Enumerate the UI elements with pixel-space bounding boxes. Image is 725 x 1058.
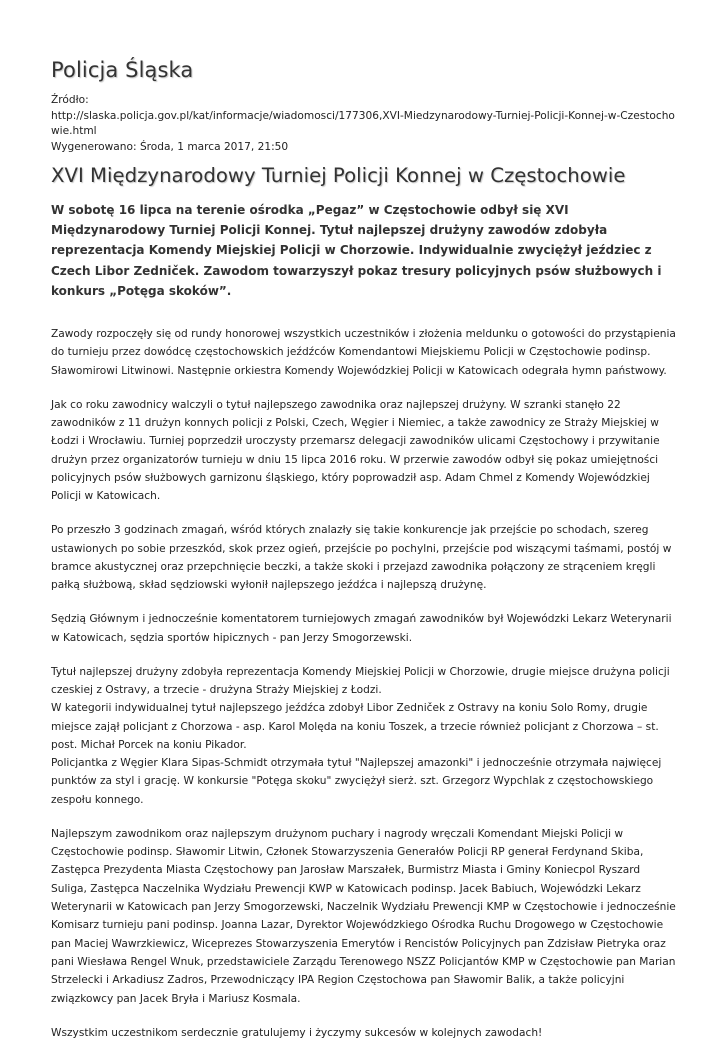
site-title: Policja Śląska bbox=[51, 58, 194, 82]
source-label: Źródło: bbox=[51, 94, 89, 106]
paragraph-opening: Zawody rozpoczęły się od rundy honorowej wszystkich uczestników i złożenia meldunku o gotowości do przystąpienia do turnieju przez dowódcę częstochowskich jeźdźców Komendantowi Miejskiemu Policji w Częstochowie podinsp. Sławomirowi Litwinowi. Następnie orkiestra Komendy Wojewódzkiej Policji w Katowicach odegrała hymn państwowy. bbox=[51, 328, 676, 377]
paragraph-closing: Wszystkim uczestnikom serdecznie gratulujemy i życzymy sukcesów w kolejnych zawodach! bbox=[51, 1026, 543, 1039]
article-body bbox=[51, 325, 677, 1042]
generated-value: Środa, 1 marca 2017, 21:50 bbox=[139, 140, 289, 153]
paragraph-results bbox=[51, 663, 677, 809]
results-amazon: Policjantka z Węgier Klara Sipas-Schmidt otrzymała tytuł "Najlepszej amazonki" i jednocześnie otrzymała najwięcej punktów za styl i grację. W konkursie "Potęga skoku" zwyciężył sierż. szt. Grzegorz Wypchlak z częstochowskiego zespołu konnego. bbox=[51, 757, 662, 806]
results-team: Tytuł najlepszej drużyny zdobyła reprezentacja Komendy Miejskiej Policji w Chorzowie, drugie miejsce drużyna policji czeskiej z Ostravy, a trzecie - drużyna Straży Miejskiej z Łodzi. bbox=[51, 665, 670, 696]
document-page bbox=[51, 58, 677, 1058]
article-lead: W sobotę 16 lipca na terenie ośrodka „Pegaz” w Częstochowie odbył się XVI Międzynarodowy Turniej Policji Konnej. Tytuł najlepszej drużyny zawodów zdobyła reprezentacja Komendy Miejskiej Policji w Chorzowie. Indywidualnie zwyciężył jeździec z Czech Libor Zedniček. Zawodom towarzyszył pokaz tresury policyjnych psów służbowych i konkurs „Potęga skoków”. bbox=[51, 203, 662, 298]
generated-line bbox=[51, 140, 677, 156]
paragraph-judge: Sędzią Głównym i jednocześnie komentatorem turniejowych zmagań zawodników był Wojewódzki Lekarz Weterynarii w Katowicach, sędzia sportów hipicznych - pan Jerzy Smogorzewski. bbox=[51, 613, 672, 644]
paragraph-competitions: Po przeszło 3 godzinach zmagań, wśród których znalazły się takie konkurencje jak przejście po schodach, szereg ustawionych po sobie przeszkód, skok przez ogień, przejście po pochylni, przejście pod wiszącymi taśmami, postój w bramce akustycznej oraz przepchnięcie beczki, a także skoki i przejazd zawodnika połączony ze strąceniem kręgli pałką służbową, skład sędziowski wyłonił najlepszego jeźdźca i najlepszą drużynę. bbox=[51, 524, 672, 592]
article-title: XVI Międzynarodowy Turniej Policji Konnej w Częstochowie bbox=[51, 164, 626, 187]
results-individual: W kategorii indywidualnej tytuł najlepszego jeźdźca zdobył Libor Zedniček z Ostravy na koniu Solo Romy, drugie miejsce zajął policjant z Chorzowa - asp. Karol Molęda na koniu Toszek, a trzecie również policjant z Chorzowa – st. post. Michał Porcek na koniu Pikador. bbox=[51, 702, 659, 751]
paragraph-awards: Najlepszym zawodnikom oraz najlepszym drużynom puchary i nagrody wręczali Komendant Miejski Policji w Częstochowie podinsp. Sławomir Litwin, Członek Stowarzyszenia Generałów Policji RP generał Ferdynand Skiba, Zastępca Prezydenta Miasta Częstochowy pan Jarosław Marszałek, Burmistrz Miasta i Gminy Koniecpol Ryszard Suliga, Zastępca Naczelnika Wydziału Prewencji KWP w Katowicach podinsp. Jacek Babiuch, Wojewódzki Lekarz Weterynarii w Katowicach pan Jerzy Smogorzewski, Naczelnik Wydziału Prewencji KMP w Częstochowie i jednocześnie Komisarz turnieju pani podinsp. Joanna Lazar, Dyrektor Wojewódzkiego Ośrodka Ruchu Drogowego w Częstochowie pan Maciej Wawrzkiewicz, Wiceprezes Stowarzyszenia Emerytów i Rencistów Policyjnych pan Zdzisław Pietryka oraz pani Wiesława Rengel Wnuk, przedstawiciele Zarządu Terenowego NSZZ Policjantów KMP w Częstochowie pan Marian Strzelecki i Arkadiusz Zadros, Przewodniczący IPA Region Częstochowa pan Sławomir Balik, a także policyjni związkowcy pan Jacek Bryła i Mariusz Kosmala. bbox=[51, 827, 676, 1005]
generated-label: Wygenerowano: bbox=[51, 140, 137, 153]
source-url: http://slaska.policja.gov.pl/kat/informacje/wiadomosci/177306,XVI-Miedzynarodowy-Turniej-Policji-Konnej-w-Czestochowie.html bbox=[51, 109, 675, 137]
document-meta bbox=[51, 93, 677, 155]
paragraph-competitors: Jak co roku zawodnicy walczyli o tytuł najlepszego zawodnika oraz najlepszej drużyny. W szranki stanęło 22 zawodników z 11 drużyn konnych policji z Polski, Czech, Węgier i Niemiec, a także zawodnicy ze Straży Miejskiej w Łodzi i Wrocławiu. Turniej poprzedził uroczysty przemarsz delegacji zawodników ulicami Częstochowy i przywitanie drużyn przez organizatorów turnieju w dniu 15 lipca 2016 roku. W przerwie zawodów odbył się pokaz umiejętności policyjnych psów służbowych garnizonu śląskiego, który poprowadził asp. Adam Chmel z Komendy Wojewódzkiej Policji w Katowicach. bbox=[51, 398, 660, 503]
